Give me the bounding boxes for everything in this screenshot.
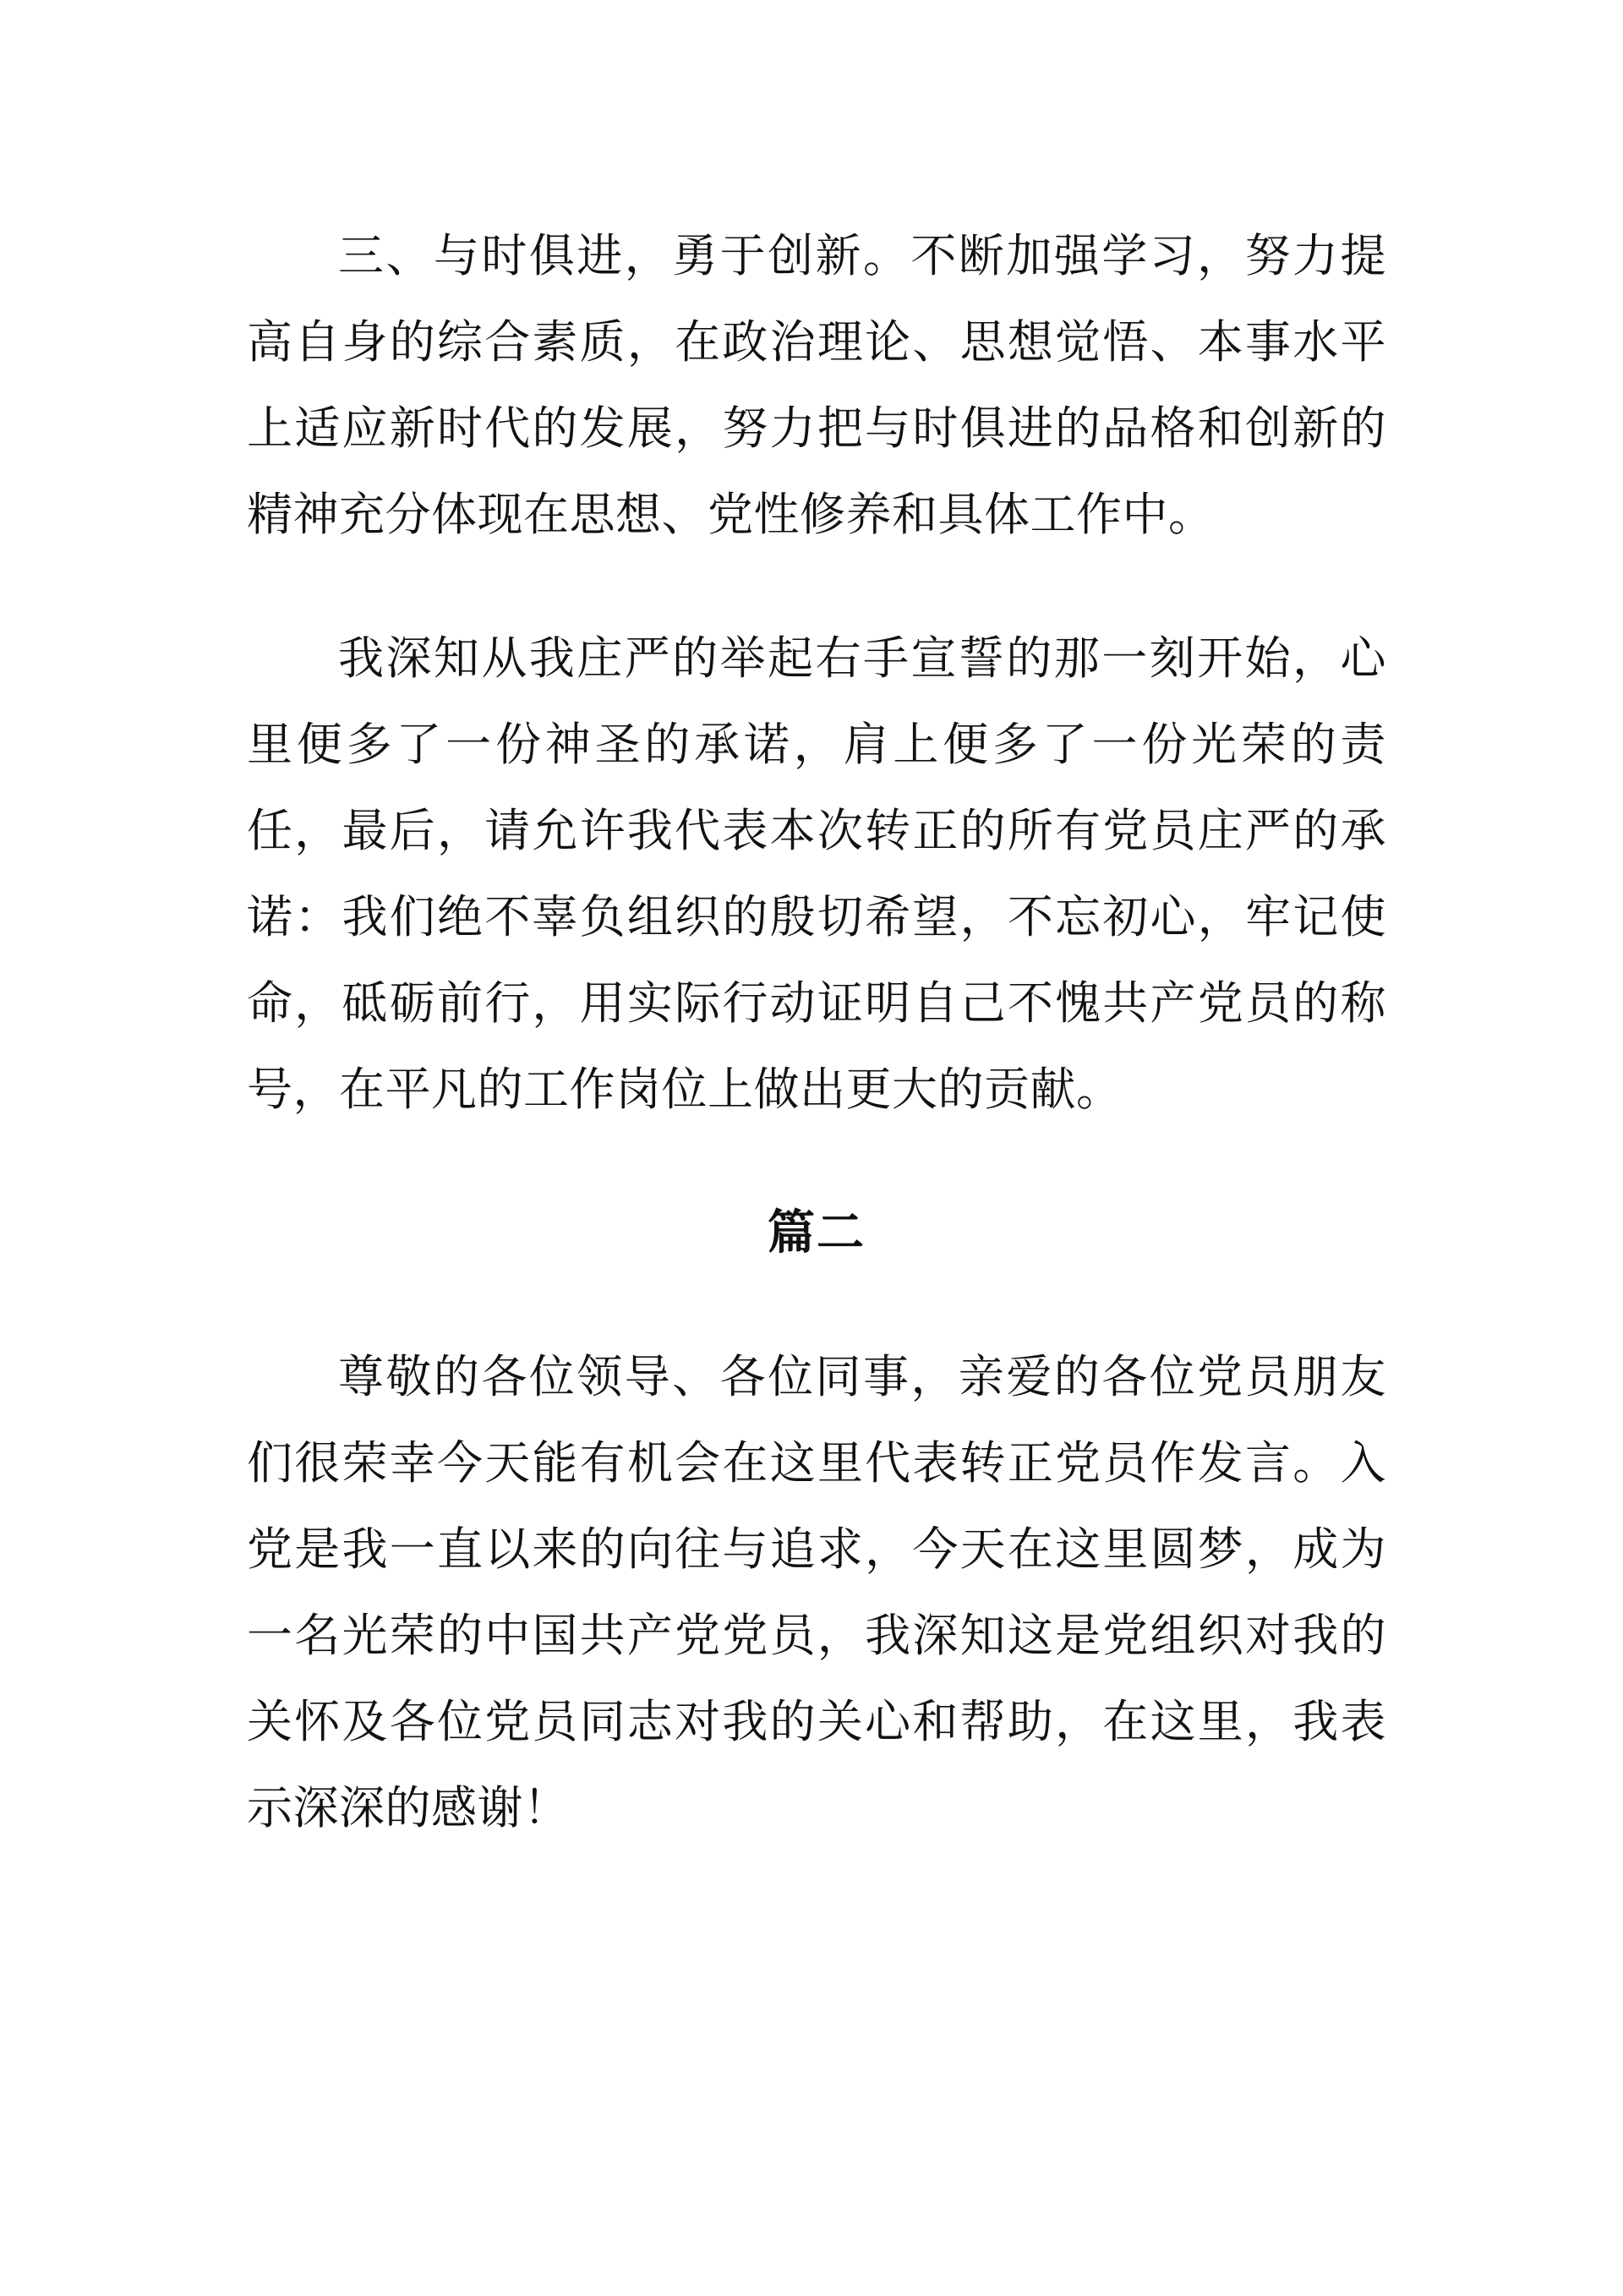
section-heading: 篇二 [768, 1205, 866, 1260]
paragraph-oath-commitment: 我深知从我庄严的举起右手宣誓的那一刻开始，心里便多了一份神圣的承诺，肩上便多了一份光荣的责任，最后，请允许我代表本次转正的所有党员庄严的承诺：我们绝不辜负组织的殷切希望，不忘初心，牢记使命，砥砺前行，用实际行动证明自己不愧共产党员的称号，在平凡的工作岗位上做出更大的贡献。 [247, 631, 1386, 1116]
document-body [247, 213, 1386, 1851]
paragraph-greeting-thanks: 尊敬的各位领导、各位同事，亲爱的各位党员朋友们很荣幸今天能有机会在这里代表转正党员作发言。入党是我一直以来的向往与追求，今天在这里圆梦，成为一名光荣的中国共产党党员，我深知这是党组织对我的关怀及各位党员同志对我的关心和帮助，在这里，我表示深深的感谢！ [247, 1350, 1386, 1834]
paragraph-innovation: 三、与时俱进，勇于创新。不断加强学习，努力提高自身的综合素质，在政治理论、思想觉悟、本事水平上适应新时代的发展，努力把与时俱进的品格和创新的精神充分体现在思想、党性修养和具体工作中。 [247, 229, 1386, 541]
